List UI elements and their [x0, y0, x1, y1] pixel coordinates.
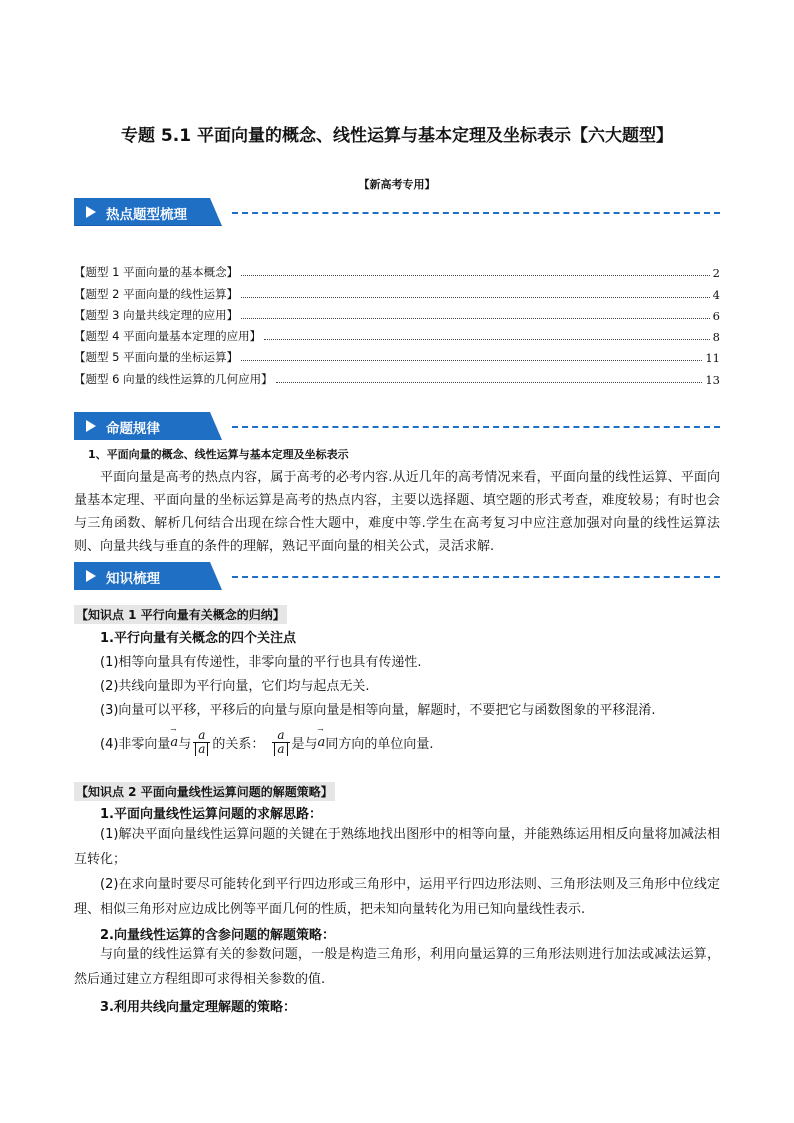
dashed-rule [232, 212, 720, 214]
banner-label: 知识梳理 [106, 571, 160, 587]
vector-a: → a [170, 735, 178, 750]
kp1-heading: 1.平行向量有关概念的四个关注点 [100, 631, 296, 646]
toc-item[interactable]: 【题型 2 平面向量的线性运算】 4 [74, 286, 720, 302]
dashed-rule [232, 426, 720, 428]
banner-label: 热点题型梳理 [106, 207, 187, 223]
vector-a: → a [318, 735, 326, 750]
kp2-paragraph: 与向量的线性运算有关的参数问题，一般是构造三角形，利用向量运算的三角形法则进行加法或减法运算，然后通过建立方程组即可求得相关参数的值. [74, 947, 720, 987]
kp1-item: (1)相等向量具有传递性，非零向量的平行也具有传递性. [100, 655, 422, 670]
dashed-rule [232, 576, 720, 578]
kp2-heading: 2.向量线性运算的含参问题的解题策略： [100, 928, 335, 943]
knowledge-point-tag: 【知识点 1 平行向量有关概念的归纳】 [74, 605, 287, 624]
banner-label: 命题规律 [106, 421, 160, 437]
table-of-contents [74, 259, 720, 387]
page-subtitle: 【新高考专用】 [358, 178, 436, 191]
play-arrow-icon [84, 198, 98, 226]
kp2-heading: 1.平面向量线性运算问题的求解思路： [100, 807, 322, 822]
toc-item[interactable]: 【题型 3 向量共线定理的应用】 6 [74, 307, 720, 323]
kp1-item: (3)向量可以平移，平移后的向量与原向量是相等向量，解题时，不要把它与函数图象的平移混淆. [100, 703, 656, 718]
rules-paragraph: 平面向量是高考的热点内容，属于高考的必考内容.从近几年的高考情况来看，平面向量的线性运算、平面向量基本定理、平面向量的坐标运算是高考的热点内容，主要以选择题、填空题的形式考查，难度较易；有时也会与三角函数、解析几何结合出现在综合性大题中，难度中等.学生在高考复习中应注意加强对向量的线性运算法则、向量共线与垂直的条件的理解，熟记平面向量的相关公式，灵活求解. [74, 470, 720, 554]
rules-heading: 1、平面向量的概念、线性运算与基本定理及坐标表示 [88, 448, 349, 461]
section-banner-rules [74, 412, 720, 440]
kp1-item-4: (4)非零向量 → a 与 $\frac{a}{a}$ 的关系： $\frac{a}{a}$ 是与 → a 同方向的单位向量. [100, 722, 720, 762]
play-arrow-icon [84, 412, 98, 440]
page-title: 专题 5.1 平面向量的概念、线性运算与基本定理及坐标表示【六大题型】 [121, 126, 673, 146]
section-banner-knowledge [74, 562, 720, 590]
play-arrow-icon [84, 562, 98, 590]
kp2-paragraph: (1)解决平面向量线性运算问题的关键在于熟练地找出图形中的相等向量，并能熟练运用相反向量将加减法相互转化； [74, 827, 720, 867]
kp2-heading: 3.利用共线向量定理解题的策略： [100, 1000, 296, 1015]
toc-item[interactable]: 【题型 5 平面向量的坐标运算】 11 [74, 350, 720, 366]
kp2-paragraph: (2)在求向量时要尽可能转化到平行四边形或三角形中，运用平行四边形法则、三角形法则及三角形中位线定理、相似三角形对应边成比例等平面几何的性质，把未知向量转化为用已知向量线性表示. [74, 877, 720, 917]
toc-item[interactable]: 【题型 4 平面向量基本定理的应用】 8 [74, 329, 720, 345]
unit-vector-fraction: $\frac{a}{a}$ [193, 729, 210, 756]
toc-item[interactable]: 【题型 1 平面向量的基本概念】 2 [74, 265, 720, 281]
section-banner-hot [74, 198, 720, 226]
toc-item[interactable]: 【题型 6 向量的线性运算的几何应用】 13 [74, 371, 720, 387]
unit-vector-fraction: $\frac{a}{a}$ [272, 729, 289, 756]
knowledge-point-tag: 【知识点 2 平面向量线性运算问题的解题策略】 [74, 782, 335, 801]
kp1-item: (2)共线向量即为平行向量，它们均与起点无关. [100, 679, 370, 694]
